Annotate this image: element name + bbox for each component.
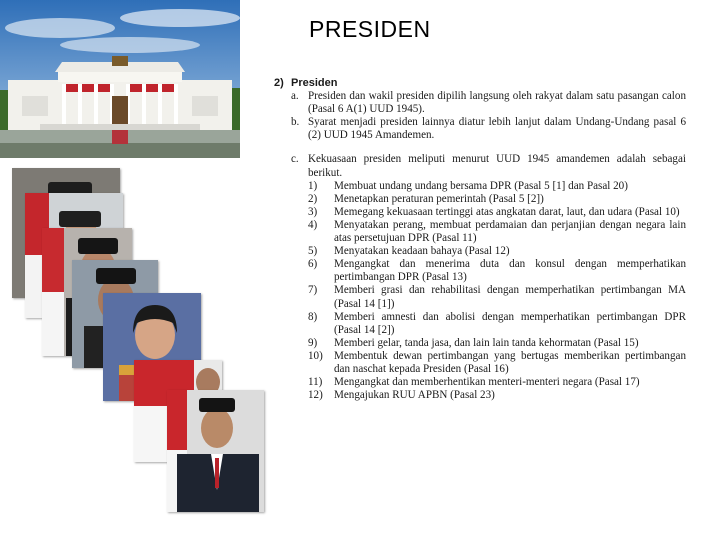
list-item: 12) Mengajukan RUU APBN (Pasal 23) [308,389,495,402]
point-b: b. Syarat menjadi presiden lainnya diatur lebih lanjut dalam Undang-Undang pasal 6 (2) UUD 1945 Amandemen. [291,116,686,142]
list-item: 11) Mengangkat dan memberhentikan menteri-menteri negara (Pasal 17) [308,376,640,389]
list-item: 8) Memberi amnesti dan abolisi dengan memperhatikan pertimbangan DPR (Pasal 14 [2]) [308,310,686,336]
section-number: 2) [274,77,284,89]
list-item: 2) Menetapkan peraturan pemerintah (Pasal 5 [2]) [308,192,544,205]
president-portrait-7 [167,390,264,512]
list-item: 1) Membuat undang undang bersama DPR (Pasal 5 [1] dan Pasal 20) [308,179,628,192]
presidential-palace-image [0,0,240,158]
section-title: Presiden [291,77,338,89]
point-c: c. Kekuasaan presiden meliputi menurut UUD 1945 amandemen adalah sebagai berikut. [291,153,686,179]
list-item: 6) Mengangkat dan menerima duta dan konsul dengan memperhatikan pertimbangan DPR (Pasal 13) [308,258,686,284]
list-item: 4) Menyatakan perang, membuat perdamaian dan perjanjian dengan negara lain atas persetujuan DPR (Pasal 11) [308,218,686,245]
list-item: 10) Membentuk dewan pertimbangan yang bertugas memberikan pertimbangan dan naschat kepada Presiden (Pasal 16) [308,349,686,375]
powers-list [291,180,686,403]
slide-title: PRESIDEN [309,16,431,42]
point-a: a. Presiden dan wakil presiden dipilih langsung oleh rakyat dalam satu pasangan calon (Pasal 6 A(1) UUD 1945). [291,90,686,116]
presiden-content [274,77,686,402]
list-item: 5) Menyatakan keadaan bahaya (Pasal 12) [308,245,510,258]
list-item: 9) Memberi gelar, tanda jasa, dan lain lain tanda kehormatan (Pasal 15) [308,336,639,349]
list-item: 7) Memberi grasi dan rehabilitasi dengan memperhatikan pertimbangan MA (Pasal 14 [1]) [308,284,686,310]
list-item: 3) Memegang kekuasaan tertinggi atas angkatan darat, laut, dan udara (Pasal 10) [308,205,680,218]
section-heading [274,77,686,90]
presidents-portrait-collage [0,160,270,540]
